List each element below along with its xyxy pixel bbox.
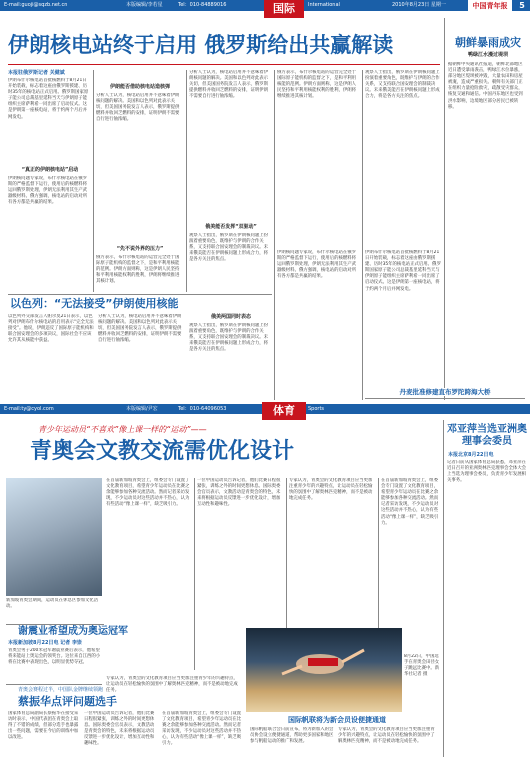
top-story-col3b: 观察人士指出，俄罗斯在伊朗核问题上扮演着重要角色，既维护与伊朗的合作关系，又支持联合国安理会的制裁决议。未来俄美能否在伊朗核问题上形成合力，将是各方关注的焦点。 [189, 233, 269, 263]
longjump-caption: 8月22日，中国选手在青奥会田径女子跳远比赛中。新华社记者 摄 [404, 654, 440, 678]
bottom-body: 国际帆船联合会日前宣布，将为新加入的会员协会设立便捷通道，帮助更多国家和地区参与帆船运动的推广和发展。 [250, 727, 334, 745]
section-tag-international: 国际 [264, 0, 304, 18]
sports-photo-caption: 新加坡青奥会期间，运动员在休息区参加文化活动。 [6, 598, 99, 610]
top-editor: 本版编辑/李若星 [126, 2, 163, 8]
sports-kicker: 青少年运动员“不喜欢”像上课一样的“运动”—— [38, 425, 207, 434]
top-story-col4: 俄方表示，布什尔核电站的运营完全处于国际原子能机构的监督之下，是和平利用核能的范例。伊朗方面则称，这是伊朗人民坚持和平利用核能权利的胜利，伊朗将继续推进其核计划。 [277, 70, 357, 100]
top-email: E-mail:guoji@sqzb.net.cn [4, 2, 68, 8]
top-story-subhead3: “先不说外界的压力” [116, 246, 164, 252]
mid-tel: Tel：010-64096053 [178, 406, 227, 412]
side-story-rule [8, 294, 272, 295]
right-col-rule [365, 398, 525, 399]
top-story-subhead1: “真正的伊朗核电站”启动 [21, 167, 79, 173]
side-story-headline: 以色列：“无法接受”伊朗使用核能 [10, 297, 179, 310]
col-divider [93, 70, 94, 292]
top-story-subhead2: 伊朗能否借助核电站造核弹 [109, 84, 170, 90]
side-story-body: 以色列外交部发言人帕尔莫21日表示，以色列对伊朗布什尔核电站的启用表示“完全无法接受”。他说，伊朗违反了国际原子能机构和联合国安理会的多项决议，国际社会不应该允许其从核能中获益。 [8, 314, 94, 344]
right-col-subhead: 鸭绿江水漫过堤坝 [467, 52, 508, 58]
xie-byline: 本报新加坡8月22日电 记者 李崇 [8, 640, 82, 646]
col-divider [362, 70, 363, 400]
deng-sub: 本报北京8月22日电 [448, 452, 494, 458]
top-tel: Tel：010-84889016 [178, 2, 227, 8]
cai-body: 国家体育总局副局长蔡振华在接受采访时表示，中国代表团在青奥会上取得了不错的成绩，但部分选手也暴露出一些问题，需要在今后的训练中加以改进。 [8, 711, 79, 741]
cai-body3: 在首届新加坡青奥会上，组委会专门设置了文化教育项目，希望青少年运动员在比赛之余能够参加各种交流活动。然而记者采访发现，不少运动员对这些活动并不热心，认为有些活动“像上课一样”，缺乏吸引力。 [162, 711, 242, 747]
right-col-divider-lower [443, 420, 444, 757]
section-tag-sports: 体育 [262, 402, 306, 420]
sports-body1: 在首届新加坡青奥会上，组委会专门设置了文化教育项目，希望青少年运动员在比赛之余能够参加各种交流活动。然而记者采访发现，不少运动员对这些活动并不热心，认为有些活动“像上课一样”，缺乏吸引力。 [106, 478, 190, 508]
top-story-col1b: 伊朗核问题专家说，布什尔核电站在俄罗斯的严格监督下运行，使用后的核燃料将运回俄罗斯处理，伊朗无法利用其生产武器级材料。俄方强调，核电站的启动对所有各方都是共赢的结果。 [8, 176, 88, 206]
deng-headline: 邓亚萍当选亚洲奥理事会委员 [447, 424, 527, 447]
col-divider [186, 70, 187, 292]
paper-logo: 中国青年报 [468, 0, 512, 11]
mid-section-en: Sports [308, 406, 325, 412]
lower-rule [6, 624, 104, 625]
top-story-col5: 观察人士指出，俄罗斯在伊朗核问题上扮演着重要角色，既维护与伊朗的合作关系，又支持联合国安理会的制裁决议。未来俄美能否在伊朗核问题上形成合力，将是各方关注的焦点。 [365, 70, 440, 100]
xie-body: 青奥会男子200米冠军谢震业赛后表示，他希望将来能站上奥运会的领奖台。这位来自江西的小将在比赛中表现出色，以明显优势夺冠。 [8, 648, 101, 666]
cai-body2: 一位中国运动员告诉记者，他们比赛日程很紧张，训练之外的时间更想休息。国际奥委会官员表示，文教活动是青奥会的特色，未来将根据运动员反馈进一步优化设计，增加互动性和趣味性。 [84, 711, 155, 747]
cai-headline: 蔡振华点评问题选手 [18, 695, 117, 708]
mid-email: E-mail:ty@cyol.com [4, 406, 54, 412]
sports-body2: 一位中国运动员告诉记者，他们比赛日程很紧张，训练之外的时间更想休息。国际奥委会官员表示，文教活动是青奥会的特色，未来将根据运动员反馈进一步优化设计，增加互动性和趣味性。 [197, 478, 281, 508]
top-date: 2010年8月23日 星期一 [392, 2, 446, 8]
col-divider [274, 70, 275, 400]
bottom-headline: 国际帆联将为新会员设便捷通道 [288, 716, 386, 724]
sports-photo-top [6, 478, 102, 596]
athlete-silhouette [246, 628, 402, 712]
right-col-divider [444, 18, 445, 400]
side-story-subhead: 俄美两国同时表态 [210, 314, 251, 320]
sports-body4: 在首届新加坡青奥会上，组委会专门设置了文化教育项目，希望青少年运动员在比赛之余能够参加各种交流活动。然而记者采访发现，不少运动员对这些活动并不热心，认为有些活动“像上课一样”，缺乏吸引力。 [381, 478, 439, 526]
top-story-byline: 本报驻俄罗斯记者 关健斌 [8, 70, 65, 76]
top-story-col5b: 伊朗布什尔核电站首批核燃料于8月21日开始装载，标志着这座由俄罗斯援建、历时35年的核电站正式启用。俄罗斯国家原子能公司总裁基里延科当天与伊朗原子能组织主席萨利希一同出席了启动仪式。这是伊朗第一座核电站，将于约两个月后并网发电。 [365, 250, 441, 292]
top-story-col4b: 伊朗核问题专家说，布什尔核电站在俄罗斯的严格监督下运行，使用后的核燃料将运回俄罗斯处理，伊朗无法利用其生产武器级材料。俄方强调，核电站的启动对所有各方都是共赢的结果。 [277, 250, 357, 280]
right-col-body: 据朝鲜中央通讯社报道，朝鲜北部地区近日遭受暴雨袭击，鸭绿江水位暴涨，部分地区堤坝被冲毁，大量农田和房屋被淹，造成严重损失。朝鲜有关部门正在组织力量抢险救灾，疏散受灾群众，恢复交通和通信。中国丹东地区也受到洪水影响，边境地区部分居民已被转移。 [448, 62, 523, 110]
headline-rule [8, 64, 440, 65]
xie-headline: 谢震业希望成为奥运冠军 [18, 626, 128, 637]
right-col-headline: 朝鲜暴雨成灾 [455, 36, 521, 49]
side-story-body2: 分析人士认为，核电站启用并不意味着伊朗核问题的解决。美国和以色列对此表示关切，但美国国务院发言人表示，俄罗斯提供燃料并收回乏燃料的安排，证明伊朗不需要自行进行铀浓缩。 [98, 314, 182, 344]
side-story-body3: 观察人士指出，俄罗斯在伊朗核问题上扮演着重要角色，既维护与伊朗的合作关系，又支持联合国安理会的制裁决议。未来俄美能否在伊朗核问题上形成合力，将是各方关注的焦点。 [189, 323, 269, 353]
xie-body2: 专家认为，青奥会的文化教育项目应当更加注重青少年的兴趣特点，让运动员在轻松愉快的氛围中了解奥林匹克精神，而不是被动地完成任务。 [106, 676, 238, 694]
deng-body: 记者日前从国家体育总局获悉，邓亚萍在近日召开的亚洲奥林匹克理事会全体大会上当选为理事会委员，负责青少年发展相关事务。 [447, 460, 527, 484]
top-story-col2: 分析人士认为，核电站启用并不意味着伊朗核问题的解决。美国和以色列对此表示关切，但美国国务院发言人表示，俄罗斯提供燃料并收回乏燃料的安排，证明伊朗不需要自行进行铀浓缩。 [96, 93, 180, 123]
right-box-headline: 丹麦批准修建直布罗陀跨海大桥 [365, 388, 525, 396]
mid-editor: 本版编辑/尹宏 [126, 406, 158, 412]
sports-headline: 青奥会文教交流需优化设计 [30, 439, 295, 464]
page-number: 5 [514, 0, 530, 11]
top-story-col1: 伊朗布什尔核电站首批核燃料于8月21日开始装载，标志着这座由俄罗斯援建、历时35年的核电站正式启用。俄罗斯国家原子能公司总裁基里延科当天与伊朗原子能组织主席萨利希一同出席了启动仪式。这是伊朗第一座核电站，将于约两个月后并网发电。 [8, 78, 89, 120]
bottom-body2: 专家认为，青奥会的文化教育项目应当更加注重青少年的兴趣特点，让运动员在轻松愉快的氛围中了解奥林匹克精神，而不是被动地完成任务。 [338, 727, 435, 745]
top-story-col2b: 俄方表示，布什尔核电站的运营完全处于国际原子能机构的监督之下，是和平利用核能的范例。伊朗方面则称，这是伊朗人民坚持和平利用核能权利的胜利，伊朗将继续推进其核计划。 [96, 255, 180, 285]
cai-rule [6, 684, 102, 685]
top-story-subhead4: 俄美能否发挥“双驱动” [205, 224, 257, 230]
cai-kicker: 青奥会赛程过半，中国队金牌继续领跑 [18, 687, 104, 693]
top-section-en: International [308, 2, 340, 8]
top-story-headline: 伊朗核电站终于启用 俄罗斯给出共赢解读 [8, 33, 394, 57]
col-divider [194, 478, 195, 670]
sports-body3: 专家认为，青奥会的文化教育项目应当更加注重青少年的兴趣特点，让运动员在轻松愉快的氛围中了解奥林匹克精神，而不是被动地完成任务。 [289, 478, 373, 502]
top-story-col3: 分析人士认为，核电站启用并不意味着伊朗核问题的解决。美国和以色列对此表示关切，但美国国务院发言人表示，俄罗斯提供燃料并收回乏燃料的安排，证明伊朗不需要自行进行铀浓缩。 [189, 70, 269, 100]
sports-photo-longjump [246, 628, 402, 712]
